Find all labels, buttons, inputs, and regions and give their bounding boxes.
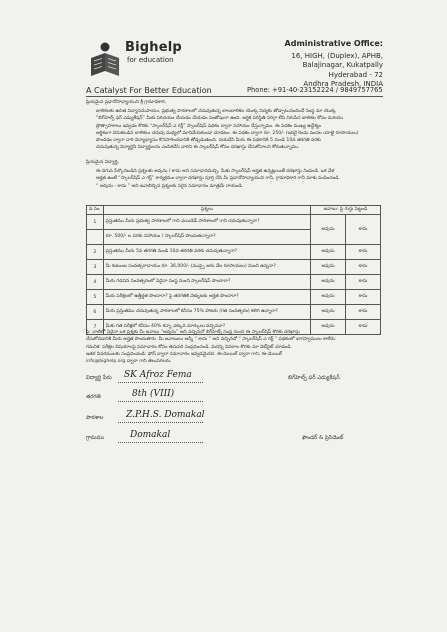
village-label: గ్రామము [86,435,105,441]
row-question: మీరు పరీక్షలలో ఉత్తీర్ణత పొందారా? పై తరగతికి వెళ్ళుటకు అర్హత పొందారా? [103,290,310,305]
row-question: రూ. 500/- ల వరకు సహాయం / స్కాలర్‌షిప్ పొందుతున్నారా? [103,230,310,245]
student-name-label: విద్యార్థి పేరు [86,375,112,381]
brand-name: Bighelp [125,40,182,55]
row-number: 7 [87,320,104,335]
class-label: తరగతి [86,394,101,400]
intro-line: బాలికలకు ఉచిత విద్యాసదుపాయం, ప్రభుత్వ పాఠశాలలో చదువుతున్న బాలబాలికల యొక్క విద్యకు తోడ్పాటునందించే సంస్థ మా యొక్క [96,109,336,114]
row-number: 5 [87,290,104,305]
table-row [87,305,381,320]
office-line: Hyderabad - 72 [328,70,383,79]
salutation [86,99,383,106]
office-line: Balajinagar, Kukatpally [302,61,383,69]
student-name-line [118,381,203,383]
row-number: 3 [87,260,104,275]
row-number: 2 [87,245,104,260]
answer-yes[interactable]: అవును [311,290,346,305]
closing-line: చేసుకోవడానికి మీరు అర్హత పొందుతారు. మీ జవాబులు అన్నీ “ కాదు ” అని వచ్చినచో “ స్కాలర్‌షిప్ ఎ గర్ల్ ” పథకంలో భాగస్వాములు కాలేరు. [86,337,337,343]
brand-subtitle: for education [127,56,174,64]
table-header-row [87,206,381,215]
header-questions: ప్రశ్నలు [103,206,310,215]
office-line: 16, HIGH, (Duplex), APHB, [291,51,383,60]
office-phone: Phone: +91-40-23152224 / 9849757765 [247,86,383,94]
row-question: మీరు ప్రస్తుతము చదువుతున్న పాఠశాలలో కనీసం 75% హాజరు (గత సంవత్సరం) కలిగి ఉన్నారా? [103,305,310,320]
org-label: బిగ్‌హెల్ప్ ఫర్ ఎడ్యుకేషన్ [288,375,340,381]
intro-line: ప్రోత్సాహకాలు ఇవ్వడం కొరకు “స్కాలర్‌షిప్ ఎ గర్ల్” స్కాలర్‌షిప్ పథకం ద్వారా సహాయం చేస్తున్నాము. ఈ పథకం ముఖ్య ఉద్దేశ్యం [96,123,321,129]
village-field[interactable]: Domakal [130,430,171,440]
intro-paragraph [86,108,383,152]
closing-line: గమనిక: పరీక్షల విషయాలపై సమాచారం కోసం తదుపరి సంప్రదించండి. మరిన్ని వివరాల కొరకు మా వెబ్‌సైట్ చూడండి. [86,344,293,350]
office-title: Administrative Office: [284,39,383,48]
bighelp-logo-icon [86,40,124,80]
salutation-text: ప్రియమైన ప్రధానోపాధ్యాయుని శ్రీ గ్రామాధికారి, [86,100,167,105]
answer-no[interactable]: కాదు [346,215,381,245]
closing-line: ఇతర వివరములకు సంప్రదించండి: ఫోన్ ద్వారా సమాచారం ఇవ్వడమైనది. ఈ-మెయిల్ ద్వారా గాని, ఈ-మెయిల్ [86,351,282,357]
table-row [87,245,381,260]
closing-line: పై: వాటిలో ఏవైనా ఒక ప్రశ్నకు మీ జవాబు “అవును” అని వచ్చినచో బిగ్‌హెల్ప్ సంస్థ నుంచి ఈ స్కాలర్‌షిప్ కొరకు దరఖాస్తు [86,330,300,335]
row-question: ప్రస్తుతము మీరు 5వ తరగతి నుండి 10వ తరగతి వరకు చదువుతున్నారా? [103,245,310,260]
answer-no[interactable]: కాదు [346,290,381,305]
answer-no[interactable]: కాదు [346,320,381,335]
row-number: 1 [87,215,104,230]
office-line: Andhra Pradesh, INDIA [303,80,383,88]
intro-line: చదువుతున్న విద్యార్థినీ విద్యార్థులను ఎంపికచేసి వారిని ఈ స్కాలర్‌షిప్ కోసం దరఖాస్తు చేసుకోవాలని కోరుతున్నాము. [96,145,300,151]
answer-yes[interactable]: అవును [311,275,346,290]
answer-yes[interactable]: అవును [311,260,346,275]
row-question: మీరు గడచిన సంవత్సరంలో ఏదైనా సంస్థ నుంచి స్కాలర్‌షిప్ పొందారా? [103,275,310,290]
answer-no[interactable]: కాదు [346,275,381,290]
header-serial: వ.సం. [87,206,104,215]
table-row [87,290,381,305]
row-question: మీ కుటుంబ సంవత్సరాదాయం రూ. 36,000/- (ముప్పై ఆరు వేల రూపాయలు) మించి ఉన్నదా? [103,260,310,275]
answer-no[interactable]: కాదు [346,305,381,320]
instruction-line: ఈ దిగువ పేర్కొనబడిన ప్రశ్నలకు అవును / కాదు అని సమాధానమిచ్చి, మీకు స్కాలర్‌షిప్ అర్హత ఉన్నట్లయితే దరఖాస్తు నింపండి. ఒక వేళ [96,169,335,174]
school-label: పాఠశాల [86,415,104,421]
table-row [87,215,381,230]
row-number [87,230,104,245]
header-answer: జవాబు: పై గుర్తు పెట్టండి [311,206,381,215]
row-number: 4 [87,275,104,290]
intro-line: ఆర్థికంగా వెనుకబడిన బాలికలు చదువు మధ్యలో మానివేయకుండా చూడటం. ఈ పథకం ద్వారా రూ. 250/- (ఇరవై రెండు వందల యాభై రూపాయలు) [96,130,359,136]
answer-no[interactable]: కాదు [346,260,381,275]
header-divider [86,96,383,97]
table-row [87,260,381,275]
instruction-line: అర్హత ఉంటే “స్కాలర్‌షిప్ ఎ గర్ల్” కార్యక్రమం ద్వారా దరఖాస్తు పూర్తి చేసి మీ ప్రధానోపాధ్యాయుని గానీ, గ్రామాధికారి గానీ మాకు పంపించండి. [96,176,341,182]
class-line [118,400,203,402]
table-row [87,275,381,290]
answer-no[interactable]: కాదు [346,245,381,260]
class-field[interactable]: 8th (VIII) [132,389,175,399]
answer-yes[interactable]: అవును [311,245,346,260]
eligibility-table [86,205,381,335]
closing-line: info@bighelp.org ద్వారా గాని తెలుపగలరు. [86,359,172,365]
school-field[interactable]: Z.P.H.S. Domakal [126,410,205,420]
answer-yes[interactable]: అవును [311,320,346,335]
dear-student-text: ప్రియమైన విద్యార్థి, [86,160,120,165]
row-question: ప్రస్తుతము మీరు ప్రభుత్వ పాఠశాలలో గాని ఎయిడెడ్ పాఠశాలలో గాని చదువుతున్నారా? [103,215,310,230]
signature-label: ఫౌండర్ & ప్రెసిడెంట్ [302,435,344,441]
office-address [285,39,383,90]
intro-line: పొందడం ద్వారా వారి విద్యాభ్యాసం కొనసాగించడానికి తోడ్పడుతుంది. దయచేసి మీరు ఈ పథకానికి 5 నుండి 10వ తరగతి వరకు [96,138,321,144]
intro-line: “బిగ్‌హెల్ప్ ఫర్ ఎడ్యుకేషన్” మీకు పరిచయం చేయడం చేయడం సంతోషంగా ఉంది. ఆర్థిక పరిస్థితి సరిగ్గా లేని నిరుపేద బాలికల కోసం మరియు [96,116,344,122]
instructions-paragraph [86,168,383,190]
closing-paragraph [86,329,383,365]
student-name-field[interactable]: SK Afroz Fema [124,370,192,380]
answer-yes[interactable]: అవును [311,215,346,245]
tagline: A Catalyst For Better Education [86,86,212,95]
answer-yes[interactable]: అవును [311,305,346,320]
dear-student [86,159,383,166]
village-line [118,441,203,443]
school-line [118,421,203,423]
row-question: మీకు గత పరీక్షలో కనీసం 40% కన్నా ఎక్కువ మార్కులు వచ్చినవా? [103,320,310,335]
instruction-line: “ అవును - కాదు ” అని జవాబిచ్చిన ప్రశ్నలకు సరైన సమాధానం మాత్రమే రాయండి. [96,183,244,189]
row-number: 6 [87,305,104,320]
